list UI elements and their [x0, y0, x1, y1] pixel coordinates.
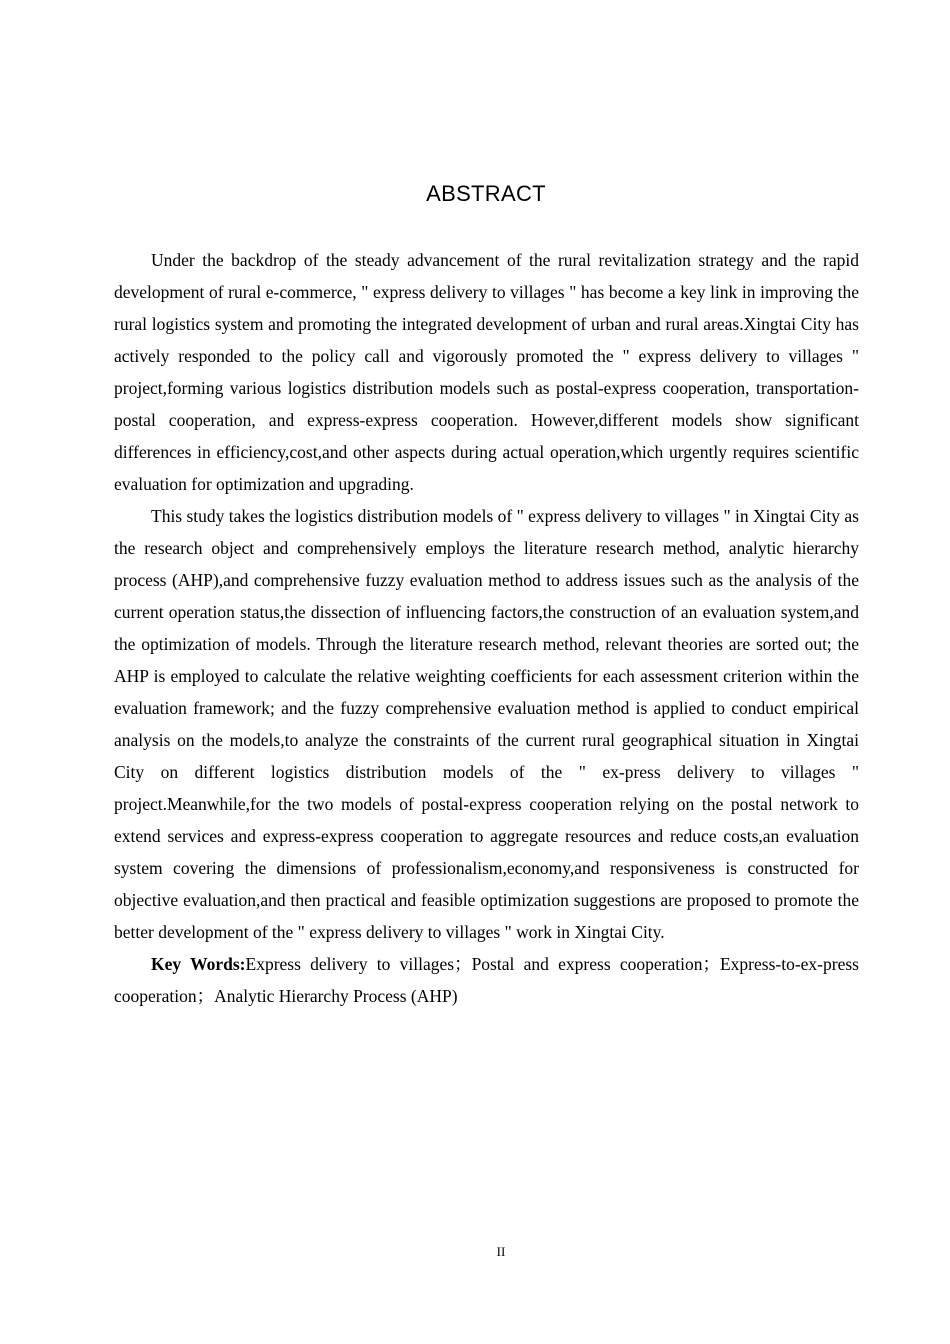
abstract-body [114, 244, 859, 1012]
keywords-paragraph [114, 948, 859, 1012]
abstract-title: ABSTRACT [426, 181, 546, 206]
keywords-text: Express delivery to villages；Postal and express cooperation；Express-to-ex-press cooperation；Analytic Hierarchy Process (AHP) [114, 954, 859, 1006]
keywords-label: Key Words: [151, 954, 246, 974]
abstract-paragraph-2: This study takes the logistics distribution models of " express delivery to villages " in Xingtai City as the research object and comprehensively employs the literature research method, analytic hierarchy process (AHP),and comprehensive fuzzy evaluation method to address issues such as the analysis of the current operation status,the dissection of influencing factors,the construction of an evaluation system,and the optimization of models. Through the literature research method, relevant theories are sorted out; the AHP is employed to calculate the relative weighting coefficients for each assessment criterion within the evaluation framework; and the fuzzy comprehensive evaluation method is applied to conduct empirical analysis on the models,to analyze the constraints of the current rural geographical situation in Xingtai City on different logistics distribution models of the " ex-press delivery to villages " project.Meanwhile,for the two models of postal-express cooperation relying on the postal network to extend services and express-express cooperation to aggregate resources and reduce costs,an evaluation system covering the dimensions of professionalism,economy,and responsiveness is constructed for objective evaluation,and then practical and feasible optimization suggestions are proposed to promote the better development of the " express delivery to villages " work in Xingtai City. [114, 506, 859, 942]
abstract-paragraph-1: Under the backdrop of the steady advancement of the rural revitalization strategy and the rapid development of rural e-commerce, " express delivery to villages " has become a key link in improving the rural logistics system and promoting the integrated development of urban and rural areas.Xingtai City has actively responded to the policy call and vigorously promoted the " express delivery to villages " project,forming various logistics distribution models such as postal-express cooperation, transportation-postal cooperation, and express-express cooperation. However,different models show significant differences in efficiency,cost,and other aspects during actual operation,which urgently requires scientific evaluation for optimization and upgrading. [114, 250, 859, 494]
page-number: II [496, 1244, 506, 1259]
